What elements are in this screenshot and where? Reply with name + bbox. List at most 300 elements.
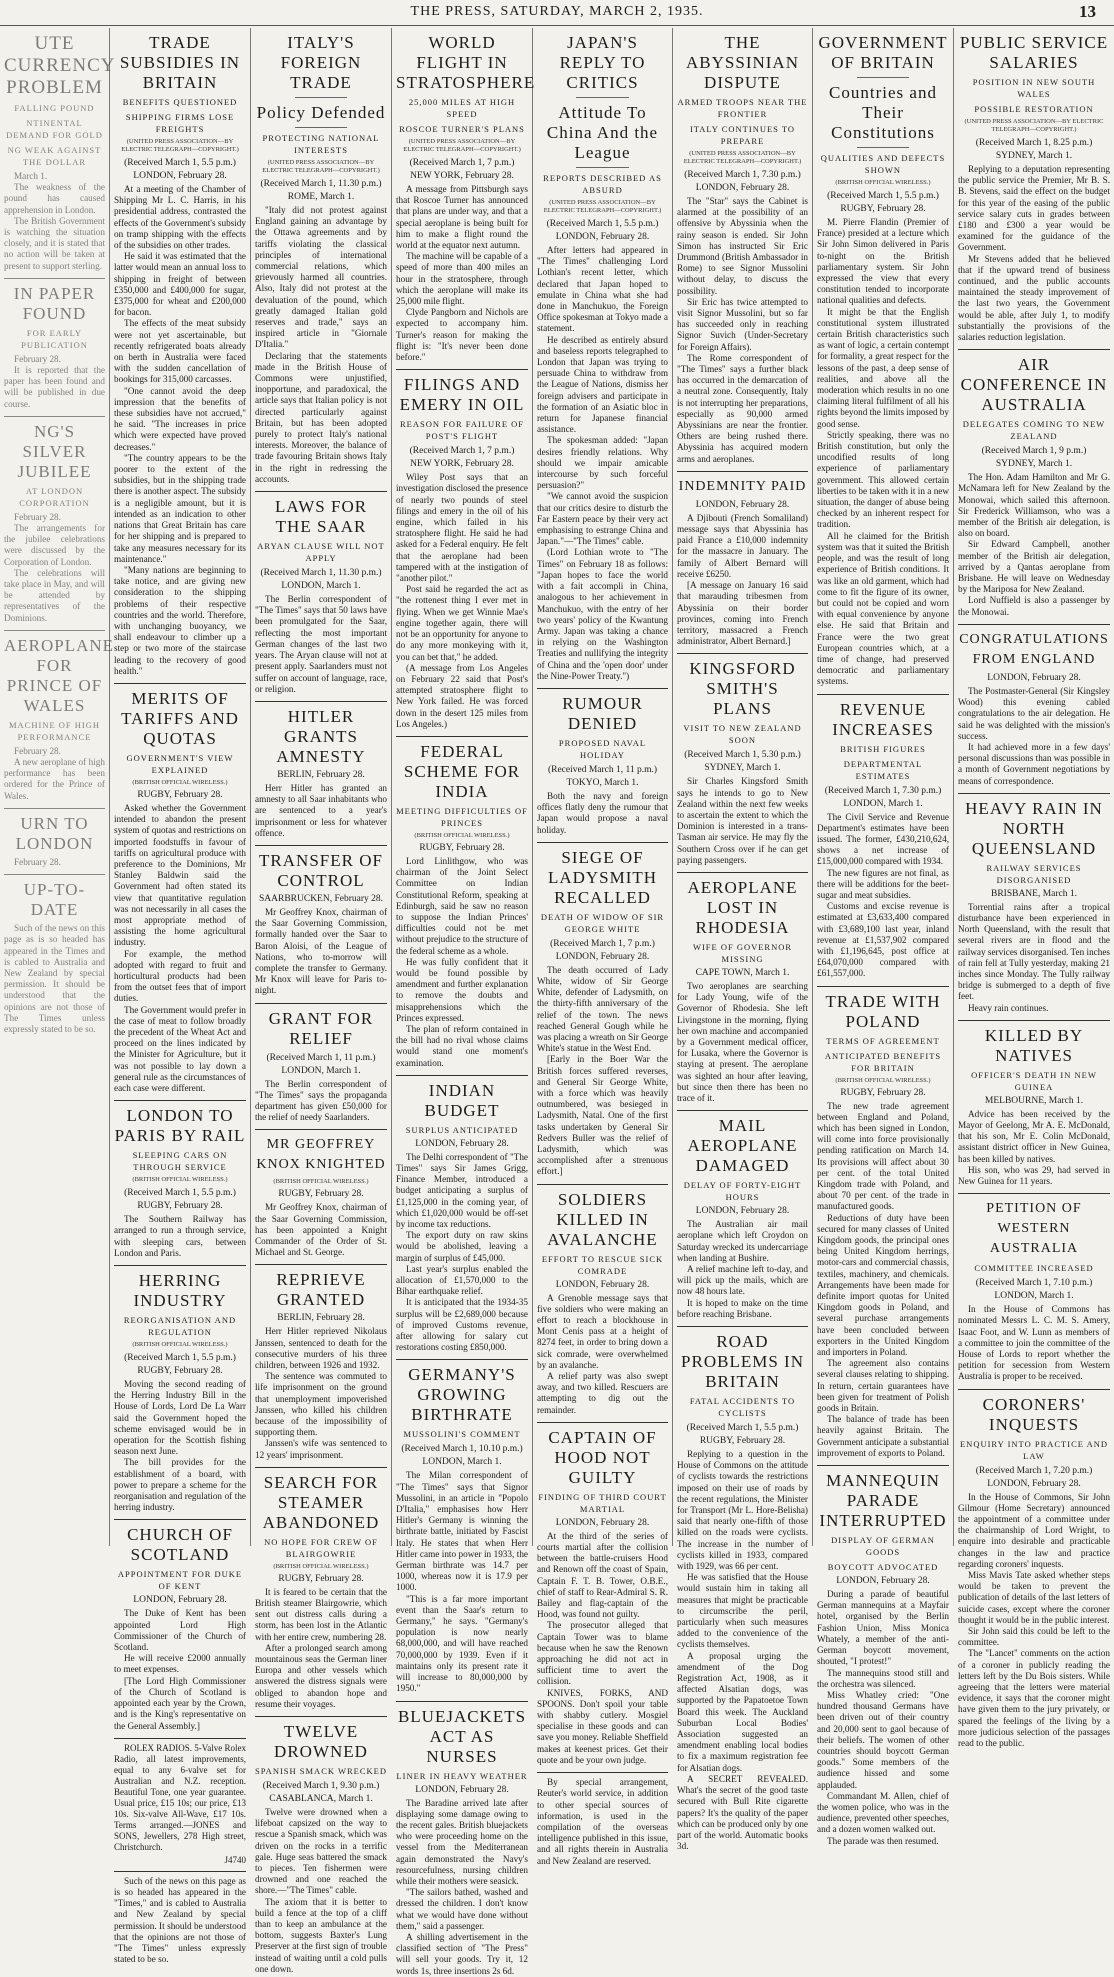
article-subheading: DELEGATES COMING TO NEW ZEALAND bbox=[962, 419, 1106, 442]
article-headline: TRADE WITH POLAND bbox=[825, 991, 941, 1031]
dateline: LONDON, February 28. bbox=[133, 1595, 227, 1606]
body-paragraph: "The sailors bathed, washed and dressed the children. I don't know what we would have done without them," said a passenger. bbox=[396, 1887, 528, 1931]
article-subheading: WIFE OF GOVERNOR MISSING bbox=[692, 941, 793, 964]
body-paragraph: The weakness of the pound has caused apprehension in London. bbox=[4, 182, 105, 215]
article-subheading: DISPLAY OF GERMAN GOODS bbox=[831, 1535, 935, 1558]
received-time: (Received March 1, 9 p.m.) bbox=[981, 446, 1087, 457]
body-paragraph: The Government would prefer in the case of meat to follow broadly the precedent of the Wheat Act and proceed on the lines indicated by the Minister for Agriculture, but it was not possible to lay down a general rule as the circumstances of each case were different. bbox=[114, 1004, 246, 1094]
body-paragraph: Strictly speaking, there was no British constitution, but only the uncodified results of long experience of parliamentary government. This allowed certain liberties to be taken with it in a new situation, the danger of abuse being checked by an inherent respect for tradition. bbox=[817, 429, 949, 530]
body-paragraph: "The country appears to be the poorer to the extent of the subsidies, but in the shipping trade there is another aspect. The subsidy is a negligible amount, but it is intended as an indication to other nations that Great Britain has care for her shipping and is prepared to take any measures necessary for its maintenance." bbox=[114, 452, 246, 564]
article-headline: GOVERNMENT OF BRITAIN bbox=[818, 33, 948, 72]
article bbox=[255, 1003, 387, 1124]
article-divider bbox=[958, 624, 1110, 625]
article bbox=[537, 33, 668, 682]
article bbox=[958, 1020, 1110, 1187]
article bbox=[537, 1772, 668, 1867]
article-headline: NG'S SILVER JUBILEE bbox=[17, 421, 92, 481]
body-paragraph: Mr Stevens added that he believed that if the upward trend of business continued, and the public accounts maintained the steady improvement of the last two years, the Government would be able, after July 1, to modify substantially the provisions of the salaries reduction legislation. bbox=[958, 253, 1110, 343]
article-headline: ROAD PROBLEMS IN BRITAIN bbox=[681, 1332, 804, 1391]
article-divider bbox=[4, 416, 105, 417]
dateline: RUGBY, February 28. bbox=[278, 1573, 364, 1584]
body-paragraph: All he claimed for the British system was that it suited the British people, and was the result of long experience of British conditions. It was like an old garment, which had come to fit the figure of its owner, but could not be copied and worn with equal convenience by anyone else. He said that Britain and France were the two great European countries which, at a time of change, had preserved democratic and parliamentary systems. bbox=[817, 530, 949, 687]
dateline: LONDON, February 28. bbox=[695, 183, 790, 193]
article-headline: TRANSFER OF CONTROL bbox=[259, 850, 383, 890]
body-paragraph: February 28. bbox=[14, 511, 61, 522]
article bbox=[114, 1265, 246, 1513]
article bbox=[255, 1129, 387, 1258]
dateline: CASABLANCA, March 1. bbox=[269, 1794, 373, 1805]
body-paragraph: The Milan correspondent of "The Times" says that Signor Mussolini, in an article in "Popolo D'Italia," emphasises how Herr Hitler's Germany is winning the birthrate battle, initiated by Fascist Italy. He states that when Herr Hitler came into power in 1933, the German birthrate was 14.7 per 1000, whereas now it is 17.9 per 1000. bbox=[396, 1470, 528, 1593]
article bbox=[677, 33, 808, 465]
article bbox=[255, 1264, 387, 1460]
body-paragraph: "Many nations are beginning to take notice, and are giving new consideration to the shipping problems of their respective countries and the world. Therefore, with unchanging buoyancy, we shall endeavour to climber up a step or two more of the staircase leading to the recovery of good health." bbox=[114, 564, 246, 676]
dateline: RUGBY, February 28. bbox=[419, 842, 505, 853]
body-paragraph: His son, who was 29, had served in New Guinea for 11 years. bbox=[958, 1164, 1110, 1186]
wire-credit: (UNITED PRESS ASSOCIATION—BY ELECTRIC TELEGRAPH—COPYRIGHT.) bbox=[683, 150, 802, 165]
dateline: TOKYO, March 1. bbox=[566, 777, 639, 788]
rule-line bbox=[857, 77, 910, 78]
body-paragraph: The arrangements for the jubilee celebrations were discussed by the Corporation of London. bbox=[4, 523, 105, 567]
article-headline: AEROPLANE LOST IN RHODESIA bbox=[687, 877, 798, 937]
body-paragraph: It had achieved more in a few days' personal discussions than was possible in a month of Government negotiations by means of correspondence. bbox=[958, 741, 1110, 786]
body-paragraph: Declaring that the statements made in the British House of Commons were unjustified, inopportune, and paradoxical, the article says that Italian policy is not directed particularly against Britain, but has been adopted purely to protect Italy's national interests. Moreover, the balance of trade favouring Britain shows Italy in the right in redressing the accounts. bbox=[255, 350, 387, 484]
body-paragraph: The Southern Railway has arranged to run a through service, with sleeping cars, between London and Paris. bbox=[114, 1214, 246, 1258]
article-headline: INDIAN BUDGET bbox=[424, 1080, 500, 1120]
article bbox=[396, 736, 528, 1069]
article-subheading: SURPLUS ANTICIPATED bbox=[405, 1124, 519, 1135]
body-paragraph: At the third of the series of courts martial after the collision between the battle-cruisers Hood and Renown off the coast of Spain, Captain F. T. B. Tower, O.B.E., chief of staff to Rear-Admiral S. R. Bailey and flag-captain of the Hood, was found not guilty. bbox=[537, 1530, 668, 1620]
dateline: LONDON, February 28. bbox=[555, 951, 650, 962]
dateline: RUGBY, February 28. bbox=[840, 1087, 926, 1098]
article-divider bbox=[255, 845, 387, 846]
dateline: LONDON, February 28. bbox=[987, 1478, 1081, 1489]
body-paragraph: Such of the news on this page as is so headed has appeared in the Times and is cabled to Australia and New Zealand by special permission. It should be understood that the opinions are not those of The Times unless expressly stated to be so. bbox=[4, 923, 105, 1034]
body-paragraph: Replying to a question in the House of Commons on the attitude of cyclists towards the restrictions imposed on their use of roads by the recent regulations, the Minister for Transport (Mr L. Hore-Belisha) said that nearly one-fifth of those killed on the roads were cyclists. The increase in the number of cyclists killed in 1933, compared with 1929, was 66 per cent. bbox=[677, 1449, 808, 1572]
article-subheading: 25,000 MILES AT HIGH SPEED bbox=[408, 97, 516, 119]
article-headline: CONGRATULATIONS FROM ENGLAND bbox=[959, 631, 1109, 667]
body-paragraph: He was satisfied that the House would sustain him in taking all measures that might be practicable to circumscribe the peril, particularly when such measures added to the convenience of the cyclists themselves. bbox=[677, 1572, 808, 1650]
dateline: BRISBANE, March 1. bbox=[990, 888, 1078, 899]
article-headline: GRANT FOR RELIEF bbox=[268, 1008, 374, 1048]
article-headline: REPRIEVE GRANTED bbox=[276, 1270, 366, 1310]
dateline: LONDON, February 28. bbox=[836, 1576, 930, 1587]
article bbox=[114, 1738, 246, 1865]
article-headline: HERRING INDUSTRY bbox=[133, 1271, 227, 1311]
article-headline: JAPAN'S REPLY TO CRITICS bbox=[559, 33, 646, 92]
article-divider bbox=[537, 1772, 668, 1773]
received-time: (Received March 1, 5.5 p.m.) bbox=[124, 158, 236, 168]
article-headline: HITLER GRANTS AMNESTY bbox=[276, 706, 366, 766]
body-paragraph: Moving the second reading of the Herring Industry Bill in the House of Lords, Lord De La Warr said the Government hoped the scheme envisaged would be in operation for the Scottish fishing season next June. bbox=[114, 1379, 246, 1457]
article bbox=[255, 1467, 387, 1710]
body-paragraph: The British Government is watching the situation closely, and it is stated that no action will be taken at present to support sterling. bbox=[4, 215, 105, 271]
article-subheading: PROTECTING NATIONAL INTERESTS bbox=[262, 133, 380, 155]
dateline: LONDON, February 28. bbox=[555, 1279, 650, 1290]
rule-line bbox=[295, 127, 348, 128]
article-divider bbox=[4, 630, 105, 631]
rule-line bbox=[857, 147, 910, 148]
article-subheading: LINER IN HEAVY WEATHER bbox=[396, 1770, 528, 1781]
article-subheading: ANTICIPATED BENEFITS FOR BRITAIN bbox=[824, 1050, 942, 1073]
received-time: (Received March 1, 5.5 p.m.) bbox=[827, 191, 939, 201]
body-paragraph: Sir Charles Kingsford Smith says he intends to go to New Zealand within the next few weeks to ascertain the extent to which the Dominion is interested in a trans-Tasman air service. He may fly the Southern Cross over if he can get paying passengers. bbox=[677, 776, 808, 865]
body-paragraph: The "Star" says the Cabinet is alarmed at the possibility of an offensive by Abyssinia when the rainy season is ended. Sir John Simon has instructed Sir Eric Drummond (British Ambassador in Rome) to see Signor Mussolini without delay, to discuss the possibility. bbox=[677, 196, 808, 296]
article-divider bbox=[4, 874, 105, 875]
article-headline: LAWS FOR THE SAAR bbox=[274, 497, 368, 537]
body-paragraph: A Grenoble message says that five soldiers who were making an effort to reach a blockhouse in Mont Cenis pass at a height of 8274 feet, in order to bring down a sick comrade, were overwhelmed by an avalanche. bbox=[537, 1292, 668, 1370]
wire-credit: (BRITISH OFFICIAL WIRELESS.) bbox=[414, 831, 510, 839]
body-paragraph: At a meeting of the Chamber of Shipping Mr L. C. Harris, in his presidential address, contrasted the effects of the Government's subsidy on tramp shipping with the effects of the subsidies on other trades. bbox=[114, 184, 246, 251]
rule-line bbox=[295, 97, 348, 98]
article bbox=[255, 845, 387, 997]
article-divider bbox=[255, 1129, 387, 1130]
article-subheading: NTINENTAL DEMAND FOR GOLD bbox=[6, 118, 103, 140]
body-paragraph: [Early in the Boer War the British forces suffered reverses, and General Sir George White, with a force which was heavily outnumbered, was besieged in Ladysmith, Natal. One of the first tasks undertaken by General Sir Redvers Buller was the relief of Ladysmith, which was accomplished after a strenuous effort.] bbox=[537, 1054, 668, 1177]
article-subheading: ITALY CONTINUES TO PREPARE bbox=[689, 124, 796, 146]
article bbox=[114, 33, 246, 677]
body-paragraph: M. Pierre Flandin (Premier of France) presided at a lecture which Sir John Simon delivered in Paris to-night on the British parliamentary system. Sir John expressed the view that every constitution tended to incorporate national qualities and defects. bbox=[817, 217, 949, 306]
article-subheading: EFFORT TO RESCUE SICK COMRADE bbox=[541, 1253, 664, 1276]
body-paragraph: Wiley Post says that an investigation disclosed the presence of nearly two pounds of steel filings and emery in the oil of his engine, which failed in his stratosphere flight. He said he had asked for a Federal enquiry. He felt that the aeroplane had been tampered with at the instigation of "another pilot." bbox=[396, 472, 528, 584]
column-8 bbox=[954, 28, 1114, 1749]
wire-credit: (BRITISH OFFICIAL WIRELESS.) bbox=[835, 1076, 931, 1084]
article-headline: TWELVE DROWNED bbox=[274, 1722, 368, 1762]
body-paragraph: Asked whether the Government intended to abandon the present system of quotas and restrictions on imported foodstuffs in favour of tariffs on agricultural produce with preference to the Dominions, Mr Stanley Baldwin said the Government had often stated its view that quantitative regulation was not necessarily in all cases the most appropriate method of assisting the home agricultural industry. bbox=[114, 802, 246, 948]
body-paragraph: March 1. bbox=[14, 171, 48, 181]
dateline: SYDNEY, March 1. bbox=[995, 151, 1073, 161]
body-paragraph: Both the navy and foreign offices flatly deny the rumour that Japan would propose a naval holiday. bbox=[537, 790, 668, 835]
body-paragraph: The effects of the meat subsidy were not yet ascertainable, but recently refrigerated boats already on berth in Australia were faced with the sudden cancellation of bookings for 315,000 carcasses. bbox=[114, 318, 246, 385]
received-time: (Received March 1, 5.5 p.m.) bbox=[124, 1353, 236, 1364]
article-subheading: DEATH OF WIDOW OF SIR GEORGE WHITE bbox=[540, 911, 665, 934]
received-time: (Received March 1, 5.5 p.m.) bbox=[124, 1188, 236, 1199]
body-paragraph: It is hoped to make on the time before reaching Brisbane. bbox=[677, 1297, 808, 1319]
article-subheading: VISIT TO NEW ZEALAND SOON bbox=[683, 723, 802, 746]
body-paragraph: The "Lancet" comments on the action of a coroner in publicly reading the letters left by the Du Bois sisters. While agreeing that the letters were material evidence, it says that the coroner might have given them to the jury privately, or spared the feelings of the living by a more judicious selection of the passages read to the public. bbox=[958, 1648, 1110, 1749]
article-deck: Policy Defended bbox=[256, 103, 386, 122]
received-time: (Received March 1, 7 p.m.) bbox=[550, 938, 655, 949]
article bbox=[537, 842, 668, 1178]
dateline: LONDON, February 28. bbox=[987, 672, 1081, 683]
body-paragraph: The parade was then resumed. bbox=[827, 1835, 939, 1846]
body-paragraph: It is reported that the paper has been found and will be published in due course. bbox=[4, 365, 105, 409]
article-subheading: SHIPPING FIRMS LOSE FREIGHTS bbox=[125, 112, 235, 134]
body-paragraph: Clyde Pangborn and Nichols are expected to accompany him. Turner's reason for making the flight is: "It's never been done before." bbox=[396, 307, 528, 363]
article bbox=[255, 701, 387, 839]
article-headline: INDEMNITY PAID bbox=[678, 478, 807, 494]
body-paragraph: [The Lord High Commissioner of the Church of Scotland is appointed each year by the Crown, and is the King's representative on the General Assembly.] bbox=[114, 1675, 246, 1731]
column-2 bbox=[110, 28, 251, 1965]
article-subheading: FATAL ACCIDENTS TO CYCLISTS bbox=[689, 1396, 796, 1418]
dateline: LONDON, February 28. bbox=[695, 499, 790, 510]
received-time: (Received March 1, 9.30 p.m.) bbox=[262, 1781, 380, 1792]
body-paragraph: Two aeroplanes are searching for Lady Young, wife of the Governor of Rhodesia. She left Livingstone in the morning, flying her own machine and accompanied by a Government medical officer, for Lusaka, where the Governor is staying at present. The aeroplane was sighted an hour after leaving, but since then there has been no trace of it. bbox=[677, 980, 808, 1103]
article-subheading: GOVERNMENT'S VIEW EXPLAINED bbox=[126, 752, 234, 775]
body-paragraph: February 28. bbox=[14, 745, 61, 756]
body-paragraph: The Postmaster-General (Sir Kingsley Wood) this evening cabled congratulations to the air delegation. He said he was delighted with the mission's success. bbox=[958, 685, 1110, 741]
article-deck: Countries and Their Constitutions bbox=[829, 83, 937, 142]
body-paragraph: The sentence was commuted to life imprisonment on the ground that unemployment impoverished Janssen, who killed his children because of the impossibility of supporting them. bbox=[255, 1371, 387, 1438]
article-divider bbox=[255, 1716, 387, 1717]
received-time: (Received March 1, 11 p.m.) bbox=[547, 764, 658, 775]
article-headline: PETITION OF WESTERN AUSTRALIA bbox=[986, 1201, 1082, 1257]
dateline: MELBOURNE, March 1. bbox=[984, 1095, 1084, 1106]
body-paragraph: "One cannot avoid the deep impression that the benefits of these subsidies have not accrued," he said. "The increases in price which were expected have proved decreases." bbox=[114, 385, 246, 452]
body-paragraph: The prosecutor alleged that Captain Tower was to blame because when he saw the Renown approaching he did not act in sufficient time to avert the collision. bbox=[537, 1620, 668, 1687]
dateline: RUGBY, February 28. bbox=[840, 204, 926, 214]
article-divider bbox=[396, 1359, 528, 1360]
article-subheading: MUSSOLINI'S COMMENT bbox=[403, 1429, 521, 1440]
dateline: SYDNEY, March 1. bbox=[704, 763, 781, 774]
body-paragraph: After a prolonged search among mountainous seas the German liner Europa and other vessels which answered the distress signals were obliged to abandon hope and resume their voyages. bbox=[255, 1642, 387, 1709]
body-paragraph: The bill provides for the establishment of a board, with power to prepare a scheme for the reorganisation and regulation of the herring industry. bbox=[114, 1457, 246, 1513]
body-paragraph: In the House of Commons, Sir John Gilmour (Home Secretary) announced the appointment of a committee under the chairmanship of Lord Wright, to enquire into desirable and practicable changes in the law and practice regarding coroners' inquests. bbox=[958, 1491, 1110, 1569]
article-divider bbox=[114, 1871, 246, 1872]
wire-credit: (BRITISH OFFICIAL WIRELESS.) bbox=[132, 1176, 228, 1184]
article-divider bbox=[114, 683, 246, 684]
column-6 bbox=[673, 28, 813, 1852]
wire-credit: (BRITISH OFFICIAL WIRELESS.) bbox=[273, 1562, 369, 1570]
body-paragraph: February 28. bbox=[14, 856, 61, 867]
article-subheading: NG WEAK AGAINST THE DOLLAR bbox=[7, 145, 102, 167]
masthead bbox=[0, 0, 1114, 26]
wire-credit: (UNITED PRESS ASSOCIATION—BY ELECTRIC TELEGRAPH—COPYRIGHT.) bbox=[262, 159, 380, 174]
article-headline: UP-TO-DATE bbox=[23, 880, 86, 920]
article-headline: WORLD FLIGHT IN STRATOSPHERE bbox=[396, 33, 536, 92]
article bbox=[4, 630, 115, 802]
article-subheading: COMMITTEE INCREASED bbox=[974, 1263, 1094, 1274]
received-time: (Received March 1, 5.5 p.m.) bbox=[686, 1423, 799, 1433]
body-paragraph: A SECRET REVEALED. What's the secret of the good taste secured with Bull Rite cigarette papers? It's the quality of the paper which can be produced only by one part of the world. Automatic books 3d. bbox=[677, 1773, 808, 1852]
article-subheading: OFFICER'S DEATH IN NEW GUINEA bbox=[971, 1069, 1097, 1092]
article bbox=[958, 33, 1110, 343]
body-paragraph: The death occurred of Lady White, widow of Sir George White, defender of Ladysmith, on the thirty-fifth anniversary of the relief of the town. The news reached General Gough while he was placing a wreath on Sir George White's statue in the West End. bbox=[537, 964, 668, 1054]
body-paragraph: In the House of Commons has nominated Messrs L. C. M. S. Amery, Isaac Foot, and W. Lunn as members of a committee to join the committee of the House of Lords to report whether the petition for secession from Western Australia is proper to be received. bbox=[958, 1304, 1110, 1382]
received-time: (Received March 1, 5.30 p.m.) bbox=[684, 750, 801, 761]
received-time: (Received March 1, 7.10 p.m.) bbox=[975, 1278, 1093, 1289]
article bbox=[396, 1359, 528, 1694]
body-paragraph: The Hon. Adam Hamilton and Mr G. McNamara left for New Zealand by the Monowai, which sailed this afternoon. Sir Frederick Williamson, who was a member of the British air delegation, is also on board. bbox=[958, 472, 1110, 539]
article-headline: LONDON TO PARIS BY RAIL bbox=[114, 1106, 246, 1146]
article-divider bbox=[396, 1701, 528, 1702]
article-divider bbox=[4, 278, 105, 279]
article bbox=[817, 1465, 949, 1847]
dateline: LONDON, February 28. bbox=[133, 171, 227, 181]
article bbox=[677, 1110, 808, 1320]
article-headline: AIR CONFERENCE IN AUSTRALIA bbox=[960, 355, 1108, 415]
received-time: (Received March 1, 11 p.m.) bbox=[266, 1052, 376, 1063]
column-4 bbox=[392, 28, 536, 1976]
article bbox=[537, 688, 668, 836]
body-paragraph: "This is a far more important event than the Saar's return to Germany," he says. "Germany's population is now nearly 68,000,000, and will have reached 70,000,000 by 1939. Even if it maintains only its present rate it will increase to 80,000,000 by 1950." bbox=[396, 1593, 528, 1694]
article bbox=[4, 874, 105, 1035]
body-paragraph: The agreement also contains several clauses relating to shipping. In return, certain guarantees have been given for treatment of Polish goods in Britain. bbox=[817, 1358, 949, 1414]
body-paragraph: Replying to a deputation representing the public service the Premier, Mr B. S. B. Stevens, said the effect on the budget for this year of the easing of the public service salary cuts in grades between £180 and £300 a year would be examined for the guidance of the Government. bbox=[958, 164, 1110, 253]
body-paragraph: "We cannot avoid the suspicion that our critics desire to disturb the Far Eastern peace by their very act emphasising to estrange China and Japan."—"The Times" cable. bbox=[537, 491, 668, 547]
body-paragraph: The spokesman added: "Japan desires friendly relations. Why should we impair amicable intercourse by such forceful persuasion?" bbox=[537, 435, 668, 491]
body-paragraph: Customs and excise revenue is estimated at £3,633,400 compared with £3,689,100 last year, inland revenue at £1,537,902 compared with £1,196,645, post office at £64,070,000 compared with £61,557,000. bbox=[817, 901, 949, 979]
dateline: BERLIN, February 28. bbox=[277, 1313, 365, 1324]
article bbox=[958, 1389, 1110, 1750]
article-divider bbox=[255, 701, 387, 702]
article-divider bbox=[817, 1465, 949, 1466]
body-paragraph: The new figures are not final, as there will be additions for the beet-sugar and meat subsidies. bbox=[817, 867, 949, 900]
article bbox=[4, 808, 105, 868]
body-paragraph: By special arrangement, Reuter's world service, in addition to other special sources of information, is used in the compilation of the overseas intelligence published in this issue, and all rights therein in Australia and New Zealand are reserved. bbox=[537, 1777, 668, 1866]
article-subheading: ENQUIRY INTO PRACTICE AND LAW bbox=[959, 1438, 1109, 1461]
body-paragraph: The Rome correspondent of "The Times" says a further black has occurred in the demarcation of a neutral zone. Consequently, Italy is not interrupting her preparations, especially as 90,000 armed Abyssinians are near the frontier. Others are being rushed there. Abyssinia has acquired modern arms and aeroplanes. bbox=[677, 352, 808, 464]
article-divider bbox=[958, 349, 1110, 350]
body-paragraph: The axiom that it is better to build a fence at the top of a cliff than to keep an ambulance at the bottom, suggests Baxter's Lung Preserver at the first sign of trouble instead of waiting until a cold pulls one down. bbox=[255, 1896, 387, 1974]
article-headline: MR GEOFFREY KNOX KNIGHTED bbox=[256, 1137, 386, 1173]
article-subheading: NO HOPE FOR CREW OF BLAIRGOWRIE bbox=[264, 1536, 378, 1559]
article-divider bbox=[677, 872, 808, 873]
received-time: (Received March 1, 7 p.m.) bbox=[409, 446, 515, 457]
wire-credit: (UNITED PRESS ASSOCIATION—BY ELECTRIC TELEGRAPH—COPYRIGHT.) bbox=[121, 138, 239, 153]
article bbox=[537, 1184, 668, 1416]
article-subheading: SPANISH SMACK WRECKED bbox=[255, 1766, 387, 1777]
dateline: LONDON, March 1. bbox=[281, 1065, 361, 1076]
wire-credit: (BRITISH OFFICIAL WIRELESS.) bbox=[273, 1178, 369, 1186]
body-paragraph: (Lord Lothian wrote to "The Times" on February 18 as follows: "Japan hopes to face the world with a fait accompli in China, analogous to her achievement in Manchukuo, with the entry of her two years' policy of the Kwantung Army. Japan was taking a chance in relying on the Washington Treaties and nullifying the integrity of China and the 'open door' under the Nine-Power Treaty.") bbox=[537, 547, 668, 681]
body-paragraph: A shilling advertisement in the classified section of "The Press" will sell your goods. Try it, 12 words 1s, three insertions 2s 6d. bbox=[396, 1931, 528, 1976]
wire-credit: (UNITED PRESS ASSOCIATION—BY ELECTRIC TELEGRAPH—COPYRIGHT.) bbox=[964, 118, 1104, 133]
article-headline: ITALY'S FOREIGN TRADE bbox=[280, 33, 362, 92]
body-paragraph: The new trade agreement between England and Poland, which has been signed in London, will come into force provisionally pending ratification on March 14. Its provisions will affect about 30 per cent. of the total United Kingdom trade with Poland, and about 70 per cent. of the trade in manufactured goods. bbox=[817, 1100, 949, 1212]
body-paragraph: The Baradine arrived late after displaying some damage owing to the recent gales. British bluejackets who were proceeding home on the vessel from the Mediterranean again demonstrated the Navy's resourcefulness, nursing children while their mothers were seasick. bbox=[396, 1797, 528, 1886]
article-subheading: POSITION IN NEW SOUTH WALES bbox=[972, 77, 1096, 99]
body-paragraph: The mannequins stood still and the orchestra was silenced. bbox=[817, 1667, 949, 1689]
article-headline: KINGSFORD SMITH'S PLANS bbox=[689, 659, 796, 719]
rule-line bbox=[576, 97, 628, 98]
article bbox=[114, 683, 246, 1094]
body-paragraph: Such of the news on this page as is so headed has appeared in the "Times," and is cabled to Australia and New Zealand by special permission. It should be understood that the opinions are not those of "The Times" unless expressly stated to be so. bbox=[114, 1875, 246, 1965]
wire-credit: (UNITED PRESS ASSOCIATION—BY ELECTRIC TELEGRAPH—COPYRIGHT.) bbox=[543, 199, 662, 214]
body-paragraph: The celebrations will take place in May, and will be attended by representatives of the Dominions. bbox=[4, 567, 105, 623]
body-paragraph: He described as entirely absurd and baseless reports telegraphed to London that Japan was trying to persuade China to withdraw from the League of Nations, dismiss her foreign advisers and participate in the formation of an Asiatic bloc in return for Japanese financial assistance. bbox=[537, 334, 668, 435]
body-paragraph: Herr Hitler has granted an amnesty to all Saar inhabitants who are sentenced to a year's imprisonment or less for whatever offence. bbox=[255, 782, 387, 838]
body-paragraph: Advice has been received by the Mayor of Geelong, Mr A. E. McDonald, that his son, Mr E. Colin McDonald, assistant district officer in New Guinea, has been killed by natives. bbox=[958, 1108, 1110, 1164]
article-subheading: REASON FOR FAILURE OF POST'S FLIGHT bbox=[399, 419, 525, 442]
received-time: (Received March 1, 7 p.m.) bbox=[409, 158, 515, 168]
column-1 bbox=[0, 28, 116, 1546]
article-headline: THE ABYSSINIAN DISPUTE bbox=[686, 33, 799, 92]
dateline: LONDON, February 28. bbox=[415, 1784, 509, 1795]
article-divider bbox=[958, 1389, 1110, 1390]
body-paragraph: It is feared to be certain that the British steamer Blairgowrie, which sent out distress calls during a storm, has been lost in the Atlantic with her entire crew, numbering 28. bbox=[255, 1586, 387, 1642]
article-subheading: ARYAN CLAUSE WILL NOT APPLY bbox=[257, 541, 385, 564]
article bbox=[958, 1193, 1110, 1382]
article-divider bbox=[255, 1003, 387, 1004]
article-divider bbox=[677, 1326, 808, 1327]
body-paragraph: A relief machine left to-day, and will pick up the mails, which are now 48 hours late. bbox=[677, 1263, 808, 1297]
article bbox=[255, 491, 387, 695]
page-number: 13 bbox=[1079, 2, 1096, 21]
body-paragraph: Janssen's wife was sentenced to 12 years' imprisonment. bbox=[255, 1438, 387, 1460]
received-time: (Received March 1, 7.30 p.m.) bbox=[824, 785, 942, 796]
article bbox=[255, 33, 387, 485]
dateline: RUGBY, February 28. bbox=[137, 1366, 223, 1377]
body-paragraph: Lord Linlithgow, who was chairman of the Joint Select Committee on Indian Constitutional Reform, speaking at Edinburgh, said he saw no reason to suppose the Indian Princes' difficulties could not be met without prejudice to the structure of the federal scheme as a whole. bbox=[396, 855, 528, 956]
article-subheading: BRITISH FIGURES bbox=[840, 743, 926, 754]
body-paragraph: Sir John said this could be left to the committee. bbox=[958, 1626, 1110, 1648]
article-divider bbox=[255, 491, 387, 492]
article-headline: MAIL AEROPLANE DAMAGED bbox=[687, 1116, 798, 1176]
article-divider bbox=[677, 1110, 808, 1111]
body-paragraph: The plan of reform contained in the bill had no rival whose claims would stand one moment's examination. bbox=[396, 1023, 528, 1068]
dateline: SYDNEY, March 1. bbox=[995, 459, 1073, 470]
dateline: LONDON, March 1. bbox=[281, 581, 361, 592]
received-time: (Received March 1, 7.20 p.m.) bbox=[975, 1465, 1093, 1476]
article-divider bbox=[817, 694, 949, 695]
article-subheading: MACHINE OF HIGH PERFORMANCE bbox=[8, 719, 101, 742]
article-divider bbox=[677, 653, 808, 654]
wire-credit: (UNITED PRESS ASSOCIATION—BY ELECTRIC TELEGRAPH—COPYRIGHT.) bbox=[403, 138, 521, 153]
body-paragraph: Heavy rain continues. bbox=[968, 1002, 1049, 1013]
article-headline: IN PAPER FOUND bbox=[13, 283, 96, 323]
article bbox=[677, 471, 808, 647]
received-time: (Received March 1, 5.5 p.m.) bbox=[546, 219, 659, 229]
article bbox=[677, 872, 808, 1104]
body-paragraph: Miss Whatley cried: "One hundred thousand Germans have been driven out of their country and 20,000 sent to gaol because of their beliefs. The women of other countries should boycott German goods." Some members of the audience hissed and some applauded. bbox=[817, 1689, 949, 1790]
article-headline: PUBLIC SERVICE SALARIES bbox=[959, 33, 1109, 72]
body-paragraph: Sir Eric has twice attempted to visit Signor Mussolini, but so far has succeeded only in reaching Signor Suvich (Under-Secretary for Foreign Affairs). bbox=[677, 296, 808, 352]
article-headline: CAPTAIN OF HOOD NOT GUILTY bbox=[548, 1427, 657, 1487]
article-divider bbox=[958, 1193, 1110, 1194]
article-subheading: QUALITIES AND DEFECTS SHOWN bbox=[820, 153, 946, 175]
body-paragraph: He was fully confident that it would be found possible by amendment and further explanation to remove the doubts and misapprehensions which the Princes expressed. bbox=[396, 956, 528, 1023]
article-headline: CORONERS' INQUESTS bbox=[982, 1394, 1086, 1434]
body-paragraph: The Australian air mail aeroplane which left Croydon on Saturday wrecked its undercarriage when landing at Bushire. bbox=[677, 1219, 808, 1263]
body-paragraph: The Delhi correspondent of "The Times" says Sir James Grigg, Finance Member, introduced a budget anticipating a surplus of £1,125,000 in the coming year, of which £1,020,000 would be off-set by income tax reductions. bbox=[396, 1151, 528, 1229]
article bbox=[677, 1326, 808, 1852]
article bbox=[396, 33, 536, 363]
body-paragraph: [A message on January 16 said that marauding tribesmen from Abyssinia on their border provinces, coming into French territory, massacred a French administrator, Albert Bernard.] bbox=[677, 580, 808, 647]
article bbox=[255, 1716, 387, 1975]
body-paragraph: A message from Pittsburgh says that Roscoe Turner has announced that plans are under way, and that a special aeroplane is being built for him to make a flight round the world at the equator next autumn. bbox=[396, 184, 528, 251]
body-paragraph: Sir Edward Campbell, another member of the British air delegation, arrived by a Qantas aeroplane from Brisbane. He will leave on Wednesday by the Mariposa for New Zealand. bbox=[958, 539, 1110, 595]
body-paragraph: During a parade of beautiful German mannequins at a Mayfair hotel, organised by the Berlin Fashion Union, Miss Monica Whately, a member of the anti-German boycott movement, shouted, "I protest!" bbox=[817, 1589, 949, 1667]
article bbox=[114, 1519, 246, 1731]
article-divider bbox=[255, 1264, 387, 1265]
article-headline: KILLED BY NATIVES bbox=[984, 1025, 1084, 1065]
article-divider bbox=[677, 471, 808, 472]
dateline: LONDON, March 1. bbox=[994, 1291, 1074, 1302]
article-headline: HEAVY RAIN IN NORTH QUEENSLAND bbox=[965, 798, 1103, 858]
article-headline: FILINGS AND EMERY IN OIL bbox=[399, 375, 525, 415]
article-subheading: FOR EARLY PUBLICATION bbox=[21, 327, 88, 350]
article-headline: SEARCH FOR STEAMER ABANDONED bbox=[262, 1472, 380, 1532]
dateline: LONDON, March 1. bbox=[843, 798, 923, 809]
body-paragraph: Last year's surplus enabled the allocation of £1,570,000 to the Bihar earthquake relief. bbox=[396, 1263, 528, 1297]
body-paragraph: Mr Geoffrey Knox, chairman of the Saar Governing Commission, formally handed over the Saar to Baron Aloisi, of the League of Nations, who to-morrow will complete the transfer to Germany. Mr Knox will leave for Paris to-night. bbox=[255, 906, 387, 996]
article-headline: REVENUE INCREASES bbox=[832, 699, 934, 739]
wire-credit: (BRITISH OFFICIAL WIRELESS.) bbox=[132, 778, 228, 786]
body-paragraph: A new aeroplane of high performance has been ordered for the Prince of Wales. bbox=[4, 757, 105, 801]
dateline: LONDON, February 28. bbox=[415, 1138, 509, 1149]
article-headline: AEROPLANE FOR PRINCE OF WALES bbox=[4, 635, 115, 715]
article-divider bbox=[114, 1738, 246, 1739]
article bbox=[114, 1100, 246, 1259]
body-paragraph: It is anticipated that the 1934-35 surplus will be £2,689,000 because of improved Customs revenue, after allowing for salary cut restorations costing £850,000. bbox=[396, 1297, 528, 1353]
article-headline: URN TO LONDON bbox=[15, 813, 94, 853]
column-5 bbox=[533, 28, 673, 1866]
body-paragraph: It might be that the English constitutional system illustrated certain British characteristics such as want of logic, a certain contempt for formality, a great respect for the lessons of the past, a deep sense of realities, and above all the moderation which results in no one claiming literal fulfilment of all his rights beyond the limits imposed by good sense. bbox=[817, 306, 949, 429]
article-headline: SIEGE OF LADYSMITH RECALLED bbox=[547, 847, 658, 907]
article-divider bbox=[255, 1467, 387, 1468]
body-paragraph: "Italy did not protest against England gaining an advantage by the Ottawa agreements and by tariffs violating the classical principles of international commercial relations, which grievously harmed all countries. Also, Italy did not protest at the devaluation of the pound, which greatly damaged Italian gold reserves and trade," says an inspired article in "Giornale D'Italia." bbox=[255, 205, 387, 350]
article-divider bbox=[537, 1422, 668, 1423]
